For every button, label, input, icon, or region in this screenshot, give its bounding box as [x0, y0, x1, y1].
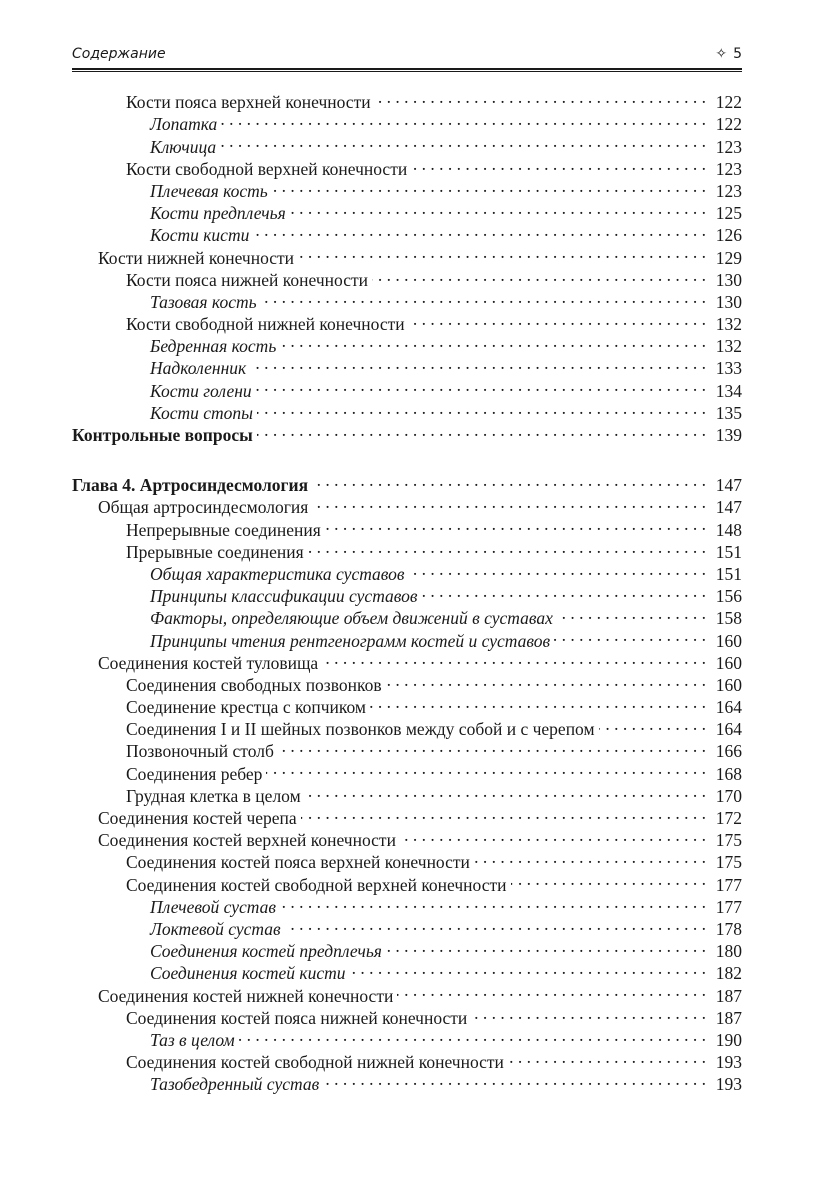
dot-leader	[308, 536, 706, 558]
dot-leader	[599, 713, 706, 735]
toc-entry-page: 175	[715, 830, 742, 851]
toc-entry-title: Кости нижней конечности	[98, 247, 295, 268]
toc-entry-title: Глава 4. Артросиндесмология	[72, 475, 309, 496]
dot-leader	[312, 491, 706, 513]
dot-leader	[375, 86, 706, 108]
toc-entry-page: 172	[715, 808, 742, 828]
toc-entry-page: 180	[715, 941, 742, 962]
dot-leader	[511, 868, 706, 890]
toc-entry-title: Соединения костей свободной нижней конечности	[126, 1052, 504, 1073]
dot-leader	[280, 330, 706, 352]
toc-entry-page: 160	[715, 674, 742, 695]
toc-entry-title: Кости пояса верхней конечности	[126, 92, 371, 113]
dot-leader	[312, 469, 706, 491]
toc-entry-page: 164	[715, 697, 742, 718]
dot-leader	[508, 1046, 706, 1068]
toc-entry-page: 130	[715, 269, 742, 290]
toc-entry-title: Соединения костей верхней конечности	[98, 830, 396, 851]
toc-entry-title: Позвоночный столб	[126, 741, 274, 762]
dot-leader	[409, 308, 706, 330]
toc-entry-page: 151	[715, 563, 742, 584]
dot-leader	[250, 352, 706, 374]
toc-entry-title: Факторы, определяющие объем движений в суставах	[150, 608, 553, 629]
toc-entry-page: 164	[715, 719, 742, 740]
toc-entry-page: 122	[715, 114, 742, 135]
dot-leader	[301, 802, 706, 824]
running-header-page	[715, 46, 742, 62]
toc-entry-title: Соединения костей кисти	[150, 963, 346, 984]
dot-leader	[557, 602, 706, 624]
toc-entry-page: 123	[715, 158, 742, 179]
dot-leader	[370, 691, 706, 713]
ornament-icon: ✧	[715, 46, 728, 62]
toc-entry-page: 125	[715, 203, 742, 224]
toc-entry-title: Соединения костей предплечья	[150, 941, 382, 962]
dot-leader	[305, 780, 706, 802]
toc-entry-page: 170	[715, 785, 742, 806]
toc-entry-page: 156	[715, 586, 742, 607]
dot-leader	[474, 846, 706, 868]
dot-leader	[400, 824, 706, 846]
toc-entry-page: 122	[715, 92, 742, 113]
toc-entry-page: 187	[715, 985, 742, 1006]
toc-entry-title: Плечевой сустав	[150, 896, 276, 917]
toc-entry-title: Контрольные вопросы	[72, 425, 253, 445]
toc-entry-title: Лопатка	[150, 114, 218, 135]
toc-entry-title: Кости свободной нижней конечности	[126, 314, 405, 335]
toc-entry-title: Плечевая кость	[150, 180, 268, 201]
toc-entry-page: 166	[715, 741, 742, 762]
toc-entry[interactable]	[72, 86, 742, 113]
dot-leader	[298, 241, 706, 263]
toc-entry-page: 151	[715, 541, 742, 562]
toc-entry-title: Ключица	[150, 136, 217, 157]
dot-leader	[221, 108, 706, 130]
toc-entry-title: Непрерывные соединения	[126, 519, 321, 540]
toc-entry-title: Кости голени	[150, 380, 252, 401]
dot-leader	[411, 153, 706, 175]
toc-entry-page: 126	[715, 225, 742, 246]
toc-entry-page: 134	[715, 380, 742, 401]
toc-entry-page: 123	[715, 136, 742, 157]
toc-entry-title: Соединение крестца с копчиком	[126, 697, 366, 718]
toc-entry-page: 147	[715, 475, 742, 496]
toc-entry-page: 187	[715, 1007, 742, 1028]
dot-leader	[372, 264, 706, 286]
toc-entry-page: 160	[715, 630, 742, 651]
dot-leader	[350, 957, 706, 979]
toc-entry-page: 139	[715, 425, 742, 445]
page-number: 5	[733, 46, 742, 62]
toc-entry-page: 177	[715, 896, 742, 917]
toc-entry-title: Локтевой сустав	[150, 918, 281, 939]
toc-entry-page: 158	[715, 608, 742, 629]
dot-leader	[239, 1024, 706, 1046]
toc-entry-title: Кости кисти	[150, 225, 250, 246]
toc-entry-page: 177	[715, 874, 742, 895]
toc-entry-title: Принципы классификации суставов	[150, 586, 418, 607]
toc-entry-title: Кости стопы	[150, 402, 253, 423]
dot-leader	[386, 669, 706, 691]
toc-entry-title: Кости свободной верхней конечности	[126, 158, 408, 179]
toc-entry-title: Тазовая кость	[150, 291, 257, 312]
dot-leader	[290, 197, 706, 219]
dot-leader	[261, 286, 706, 308]
running-header	[72, 44, 742, 66]
dot-leader	[285, 913, 706, 935]
toc-entry-page: 148	[715, 519, 742, 540]
toc-entry-title: Прерывные соединения	[126, 541, 304, 562]
table-of-contents	[72, 86, 742, 1095]
toc-entry-title: Кости предплечья	[150, 203, 286, 224]
toc-entry-page: 193	[715, 1052, 742, 1073]
toc-entry-page: 147	[715, 497, 742, 518]
toc-entry-title: Общая артросиндесмология	[98, 497, 309, 518]
toc-entry-title: Соединения костей пояса верхней конечности	[126, 852, 470, 873]
header-rule	[72, 68, 742, 72]
toc-entry-title: Грудная клетка в целом	[126, 785, 301, 806]
toc-entry-page: 132	[715, 314, 742, 335]
toc-entry-page: 193	[715, 1074, 742, 1095]
toc-entry-title: Соединения костей черепа	[98, 808, 297, 828]
toc-entry-page: 190	[715, 1029, 742, 1050]
dot-leader	[322, 647, 706, 669]
toc-entry-title: Общая характеристика суставов	[150, 563, 405, 584]
dot-leader	[325, 513, 706, 535]
dot-leader	[554, 624, 706, 646]
toc-entry-title: Тазобедренный сустав	[150, 1074, 320, 1095]
toc-entry-title: Соединения костей свободной верхней конечности	[126, 874, 507, 895]
dot-leader	[422, 580, 706, 602]
toc-entry-page: 123	[715, 180, 742, 201]
toc-entry-title: Соединения костей нижней конечности	[98, 985, 394, 1006]
dot-leader	[257, 419, 706, 441]
toc-entry-title: Соединения свободных позвонков	[126, 674, 382, 695]
dot-leader	[220, 130, 706, 152]
toc-entry-title: Таз в целом	[150, 1029, 235, 1050]
toc-entry[interactable]	[72, 469, 742, 496]
running-header-section: Содержание	[72, 46, 166, 62]
dot-leader	[253, 219, 706, 241]
toc-entry-title: Соединения ребер	[126, 763, 263, 784]
toc-entry-page: 132	[715, 336, 742, 357]
dot-leader	[471, 1002, 706, 1024]
toc-entry-page: 182	[715, 963, 742, 984]
toc-entry-page: 133	[715, 358, 742, 379]
toc-entry-title: Соединения костей пояса нижней конечности	[126, 1007, 468, 1028]
dot-leader	[256, 374, 706, 396]
toc-entry-page: 175	[715, 852, 742, 873]
dot-leader	[280, 891, 706, 913]
dot-leader	[409, 558, 706, 580]
toc-entry-page: 129	[715, 247, 742, 268]
toc-entry-page: 130	[715, 291, 742, 312]
toc-entry-page: 160	[715, 652, 742, 673]
toc-entry-title: Бедренная кость	[150, 336, 277, 357]
toc-group-bones	[72, 86, 742, 445]
toc-entry-title: Кости пояса нижней конечности	[126, 269, 368, 290]
dot-leader	[272, 175, 706, 197]
toc-entry-page: 135	[715, 402, 742, 423]
toc-group-arthrosyndesmology	[72, 469, 742, 1095]
toc-entry-page: 168	[715, 763, 742, 784]
dot-leader	[323, 1068, 706, 1090]
toc-entry-page: 178	[715, 918, 742, 939]
toc-entry-title: Надколенник	[150, 358, 247, 379]
toc-entry-title: Соединения I и II шейных позвонков между собой и с черепом	[126, 719, 595, 740]
dot-leader	[257, 397, 706, 419]
toc-entry-title: Принципы чтения рентгенограмм костей и суставов	[150, 630, 551, 651]
dot-leader	[278, 735, 706, 757]
dot-leader	[266, 757, 706, 779]
toc-entry-title: Соединения костей туловища	[98, 652, 319, 673]
dot-leader	[386, 935, 706, 957]
dot-leader	[397, 979, 706, 1001]
